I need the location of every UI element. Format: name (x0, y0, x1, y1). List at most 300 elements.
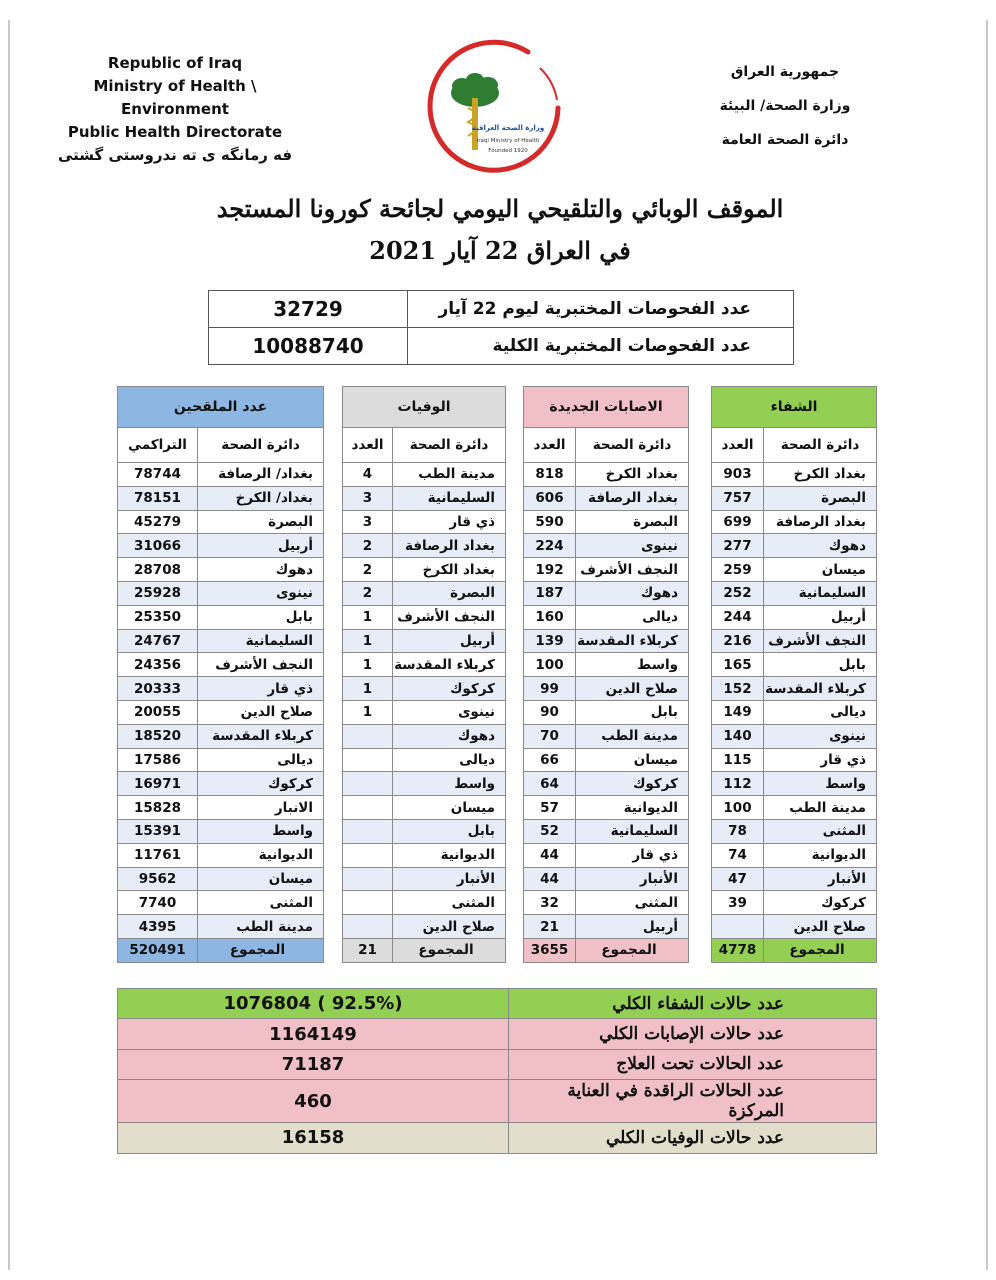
deaths-count-cell: 2 (343, 558, 393, 582)
recovery-dept-cell: الديوانية (764, 843, 877, 867)
vaccinated-count-cell: 25928 (118, 581, 198, 605)
title-line-1: الموقف الوبائي والتلقيحي اليومي لجائحة كورونا المستجد (216, 194, 784, 223)
deaths-total-value: 21 (343, 938, 393, 962)
vaccinated-dept-cell: دهوك (198, 558, 324, 582)
table-row (524, 581, 689, 605)
table-row (343, 748, 506, 772)
table-row (712, 677, 877, 701)
deaths-dept-cell: ديالى (393, 748, 506, 772)
table-row (712, 629, 877, 653)
vaccinated-dept-cell: المثنى (198, 891, 324, 915)
deaths-title-row (343, 387, 506, 428)
vaccinated-count-cell: 24767 (118, 629, 198, 653)
deaths-count-cell: 3 (343, 510, 393, 534)
cases-count-cell: 160 (524, 605, 576, 629)
cases-count-cell: 21 (524, 915, 576, 939)
cases-count-cell: 66 (524, 748, 576, 772)
table-row (524, 486, 689, 510)
cases-col-count-header: العدد (524, 428, 576, 463)
recovery-table (711, 386, 877, 963)
table-row (343, 772, 506, 796)
lab-tests-table (208, 290, 794, 365)
vaccinated-dept-cell: ذي قار (198, 677, 324, 701)
recovery-count-cell: 244 (712, 605, 764, 629)
page-border-right (986, 20, 988, 1270)
vaccinated-dept-cell: واسط (198, 819, 324, 843)
vaccinated-count-cell: 20333 (118, 677, 198, 701)
table-row (524, 748, 689, 772)
new-cases-table (523, 386, 689, 963)
deaths-count-cell (343, 915, 393, 939)
recovery-count-cell: 100 (712, 796, 764, 820)
table-row (118, 463, 324, 487)
table-row (118, 653, 324, 677)
table-row (118, 867, 324, 891)
summary-value: 1164149 (118, 1019, 509, 1049)
vaccinated-dept-cell: كربلاء المقدسة (198, 724, 324, 748)
cases-dept-cell: ديالى (576, 605, 689, 629)
deaths-dept-cell: النجف الأشرف (393, 605, 506, 629)
summary-value: 1076804 ( 92.5%) (118, 989, 509, 1019)
deaths-dept-cell: المثنى (393, 891, 506, 915)
recovery-count-cell: 152 (712, 677, 764, 701)
vaccinated-count-cell: 17586 (118, 748, 198, 772)
cases-dept-cell: مدينة الطب (576, 724, 689, 748)
recovery-count-cell: 78 (712, 819, 764, 843)
deaths-count-cell: 2 (343, 534, 393, 558)
table-row (712, 796, 877, 820)
cases-dept-cell: نينوى (576, 534, 689, 558)
table-row (343, 653, 506, 677)
header-en-line: Public Health Directorate (67, 123, 283, 141)
table-row (712, 748, 877, 772)
recovery-count-cell: 259 (712, 558, 764, 582)
title-line-2: في العراق 22 آيار 2021 (369, 236, 631, 265)
table-row (118, 534, 324, 558)
table-row (524, 534, 689, 558)
logo-icon (410, 38, 570, 178)
recovery-count-cell: 149 (712, 700, 764, 724)
table-row (524, 510, 689, 534)
summary-label: عدد حالات الإصابات الكلي (509, 1019, 877, 1049)
table-row (524, 558, 689, 582)
header-en-line: Republic of Iraq (107, 54, 243, 72)
vaccinated-count-cell: 15828 (118, 796, 198, 820)
recovery-dept-cell: بغداد الرصافة (764, 510, 877, 534)
vaccinated-col-count-header: التراكمي (118, 428, 198, 463)
cases-dept-cell: صلاح الدين (576, 677, 689, 701)
table-row (524, 819, 689, 843)
deaths-count-cell (343, 796, 393, 820)
cases-dept-cell: ذي قار (576, 843, 689, 867)
recovery-count-cell: 757 (712, 486, 764, 510)
table-row (118, 558, 324, 582)
deaths-dept-cell: البصرة (393, 581, 506, 605)
table-row (524, 700, 689, 724)
table-row (712, 843, 877, 867)
cases-count-cell: 44 (524, 843, 576, 867)
deaths-dept-cell: الأنبار (393, 867, 506, 891)
deaths-dept-cell: كركوك (393, 677, 506, 701)
table-row (343, 581, 506, 605)
deaths-count-cell: 4 (343, 463, 393, 487)
recovery-total-value: 4778 (712, 938, 764, 962)
recovery-count-cell: 140 (712, 724, 764, 748)
tests-row-daily (209, 291, 794, 328)
deaths-dept-cell: ميسان (393, 796, 506, 820)
vaccinated-dept-cell: ميسان (198, 867, 324, 891)
table-row (343, 629, 506, 653)
deaths-table (342, 386, 506, 963)
recovery-count-cell: 112 (712, 772, 764, 796)
table-row (524, 629, 689, 653)
summary-label: عدد الحالات الراقدة في العناية المركزة (509, 1080, 877, 1123)
deaths-dept-cell: السليمانية (393, 486, 506, 510)
recovery-dept-cell: دهوك (764, 534, 877, 558)
cases-count-cell: 32 (524, 891, 576, 915)
table-row (343, 486, 506, 510)
table-row (524, 796, 689, 820)
header-ar-line: وزارة الصحة/ البيئة (719, 98, 851, 114)
recovery-header-row (712, 428, 877, 463)
table-row (343, 534, 506, 558)
cases-count-cell: 57 (524, 796, 576, 820)
cases-dept-cell: بغداد الكرخ (576, 463, 689, 487)
table-row (343, 605, 506, 629)
deaths-count-cell: 1 (343, 629, 393, 653)
vaccinated-dept-cell: صلاح الدين (198, 700, 324, 724)
vaccinated-dept-cell: أربيل (198, 534, 324, 558)
deaths-count-cell: 1 (343, 653, 393, 677)
vaccinated-dept-cell: بغداد/ الكرخ (198, 486, 324, 510)
tests-row-total (209, 328, 794, 365)
recovery-dept-cell: مدينة الطب (764, 796, 877, 820)
summary-row (118, 989, 877, 1019)
vaccinated-count-cell: 7740 (118, 891, 198, 915)
vaccinated-dept-cell: الديوانية (198, 843, 324, 867)
vaccinated-dept-cell: السليمانية (198, 629, 324, 653)
vaccinated-total-row (118, 938, 324, 962)
table-row (343, 867, 506, 891)
deaths-header-row (343, 428, 506, 463)
summary-label: عدد الحالات تحت العلاج (509, 1049, 877, 1079)
deaths-count-cell: 3 (343, 486, 393, 510)
summary-value: 16158 (118, 1123, 509, 1153)
table-row (524, 915, 689, 939)
cases-count-cell: 187 (524, 581, 576, 605)
deaths-dept-cell: الديوانية (393, 843, 506, 867)
vaccinated-count-cell: 78744 (118, 463, 198, 487)
table-row (343, 796, 506, 820)
cases-dept-cell: أربيل (576, 915, 689, 939)
table-row (524, 463, 689, 487)
tests-daily-value: 32729 (209, 291, 408, 328)
recovery-dept-cell: النجف الأشرف (764, 629, 877, 653)
table-row (712, 605, 877, 629)
cases-count-cell: 606 (524, 486, 576, 510)
vaccinated-title: عدد الملقحين (118, 387, 324, 428)
ministry-logo (410, 38, 570, 178)
recovery-count-cell: 277 (712, 534, 764, 558)
vaccinated-dept-cell: كركوك (198, 772, 324, 796)
recovery-dept-cell: واسط (764, 772, 877, 796)
table-row (524, 653, 689, 677)
deaths-count-cell: 2 (343, 581, 393, 605)
cases-dept-cell: الأنبار (576, 867, 689, 891)
tests-total-value: 10088740 (209, 328, 408, 365)
table-row (118, 819, 324, 843)
summary-row (118, 1019, 877, 1049)
deaths-count-cell (343, 772, 393, 796)
cases-count-cell: 99 (524, 677, 576, 701)
cases-count-cell: 100 (524, 653, 576, 677)
vaccinated-count-cell: 45279 (118, 510, 198, 534)
header-arabic (700, 55, 870, 157)
cases-dept-cell: بغداد الرصافة (576, 486, 689, 510)
recovery-dept-cell: السليمانية (764, 581, 877, 605)
deaths-dept-cell: بغداد الرصافة (393, 534, 506, 558)
table-row (343, 700, 506, 724)
cases-dept-cell: كربلاء المقدسة (576, 629, 689, 653)
table-row (524, 891, 689, 915)
recovery-dept-cell: أربيل (764, 605, 877, 629)
table-row (524, 772, 689, 796)
table-row (712, 653, 877, 677)
table-row (712, 915, 877, 939)
table-row (343, 724, 506, 748)
vaccinated-count-cell: 20055 (118, 700, 198, 724)
recovery-count-cell (712, 915, 764, 939)
cases-dept-cell: ميسان (576, 748, 689, 772)
table-row (712, 558, 877, 582)
summary-value: 460 (118, 1080, 509, 1123)
cases-count-cell: 64 (524, 772, 576, 796)
recovery-count-cell: 47 (712, 867, 764, 891)
cases-count-cell: 139 (524, 629, 576, 653)
recovery-dept-cell: صلاح الدين (764, 915, 877, 939)
deaths-title: الوفيات (343, 387, 506, 428)
table-row (343, 463, 506, 487)
header-ar-line: دائرة الصحة العامة (721, 132, 849, 148)
logo-text-ar: وزارة الصحة العراقية (471, 124, 545, 132)
table-row (118, 915, 324, 939)
vaccinated-header-row (118, 428, 324, 463)
vaccinated-count-cell: 11761 (118, 843, 198, 867)
deaths-dept-cell: أربيل (393, 629, 506, 653)
table-row (712, 486, 877, 510)
cases-col-dept-header: دائرة الصحة (576, 428, 689, 463)
table-row (524, 605, 689, 629)
vaccinated-count-cell: 15391 (118, 819, 198, 843)
deaths-dept-cell: واسط (393, 772, 506, 796)
cases-count-cell: 224 (524, 534, 576, 558)
cases-total-label: المجموع (576, 938, 689, 962)
table-row (118, 796, 324, 820)
vaccinated-col-dept-header: دائرة الصحة (198, 428, 324, 463)
deaths-count-cell (343, 819, 393, 843)
recovery-dept-cell: ديالى (764, 700, 877, 724)
deaths-dept-cell: بغداد الكرخ (393, 558, 506, 582)
recovery-count-cell: 39 (712, 891, 764, 915)
cases-count-cell: 90 (524, 700, 576, 724)
cases-dept-cell: كركوك (576, 772, 689, 796)
deaths-dept-cell: كربلاء المقدسة (393, 653, 506, 677)
recovery-dept-cell: بغداد الكرخ (764, 463, 877, 487)
cases-dept-cell: البصرة (576, 510, 689, 534)
vaccinated-count-cell: 28708 (118, 558, 198, 582)
vaccinated-total-label: المجموع (198, 938, 324, 962)
table-row (524, 724, 689, 748)
summary-row (118, 1049, 877, 1079)
table-row (712, 581, 877, 605)
summary-label: عدد حالات الشفاء الكلي (509, 989, 877, 1019)
header-en-line: Ministry of Health \ Environment (93, 77, 257, 118)
table-row (343, 558, 506, 582)
cases-dept-cell: الديوانية (576, 796, 689, 820)
table-row (343, 510, 506, 534)
cases-title: الاصابات الجديدة (524, 387, 689, 428)
table-row (118, 891, 324, 915)
summary-value: 71187 (118, 1049, 509, 1079)
cases-dept-cell: بابل (576, 700, 689, 724)
header-english (40, 52, 310, 167)
deaths-dept-cell: مدينة الطب (393, 463, 506, 487)
recovery-dept-cell: البصرة (764, 486, 877, 510)
deaths-count-cell (343, 843, 393, 867)
summary-row (118, 1080, 877, 1123)
recovery-dept-cell: الأنبار (764, 867, 877, 891)
table-row (118, 772, 324, 796)
logo-founded: Founded 1920 (488, 148, 528, 154)
vaccinated-table (117, 386, 324, 963)
recovery-dept-cell: المثنى (764, 819, 877, 843)
cases-count-cell: 70 (524, 724, 576, 748)
table-row (343, 891, 506, 915)
tests-daily-label: عدد الفحوصات المختبرية ليوم 22 آيار (408, 291, 794, 328)
table-row (118, 843, 324, 867)
summary-row (118, 1123, 877, 1153)
recovery-col-dept-header: دائرة الصحة (764, 428, 877, 463)
table-row (712, 867, 877, 891)
deaths-count-cell: 1 (343, 677, 393, 701)
summary-table (117, 988, 877, 1154)
table-row (118, 724, 324, 748)
table-row (118, 700, 324, 724)
table-row (524, 677, 689, 701)
page-border-left (8, 20, 10, 1270)
vaccinated-total-value: 520491 (118, 938, 198, 962)
cases-total-value: 3655 (524, 938, 576, 962)
table-row (712, 463, 877, 487)
deaths-col-dept-header: دائرة الصحة (393, 428, 506, 463)
table-row (712, 534, 877, 558)
recovery-dept-cell: ميسان (764, 558, 877, 582)
table-row (343, 915, 506, 939)
cases-dept-cell: النجف الأشرف (576, 558, 689, 582)
cases-dept-cell: واسط (576, 653, 689, 677)
table-row (118, 581, 324, 605)
vaccinated-count-cell: 78151 (118, 486, 198, 510)
recovery-count-cell: 216 (712, 629, 764, 653)
summary-label: عدد حالات الوفيات الكلي (509, 1123, 877, 1153)
vaccinated-count-cell: 9562 (118, 867, 198, 891)
deaths-col-count-header: العدد (343, 428, 393, 463)
deaths-dept-cell: نينوى (393, 700, 506, 724)
recovery-total-row (712, 938, 877, 962)
deaths-dept-cell: ذي قار (393, 510, 506, 534)
vaccinated-dept-cell: البصرة (198, 510, 324, 534)
recovery-total-label: المجموع (764, 938, 877, 962)
cases-count-cell: 590 (524, 510, 576, 534)
recovery-count-cell: 165 (712, 653, 764, 677)
table-row (712, 724, 877, 748)
deaths-count-cell: 1 (343, 700, 393, 724)
tests-total-label: عدد الفحوصات المختبرية الكلية (408, 328, 794, 365)
cases-count-cell: 52 (524, 819, 576, 843)
deaths-dept-cell: صلاح الدين (393, 915, 506, 939)
vaccinated-count-cell: 18520 (118, 724, 198, 748)
vaccinated-count-cell: 16971 (118, 772, 198, 796)
vaccinated-count-cell: 4395 (118, 915, 198, 939)
table-row (118, 510, 324, 534)
table-row (343, 677, 506, 701)
page-title (150, 188, 850, 272)
table-row (712, 700, 877, 724)
cases-dept-cell: السليمانية (576, 819, 689, 843)
table-row (343, 819, 506, 843)
cases-count-cell: 44 (524, 867, 576, 891)
table-row (118, 748, 324, 772)
deaths-count-cell (343, 748, 393, 772)
recovery-dept-cell: بابل (764, 653, 877, 677)
deaths-total-label: المجموع (393, 938, 506, 962)
cases-header-row (524, 428, 689, 463)
recovery-col-count-header: العدد (712, 428, 764, 463)
table-row (118, 605, 324, 629)
table-row (712, 772, 877, 796)
cases-total-row (524, 938, 689, 962)
deaths-dept-cell: دهوك (393, 724, 506, 748)
deaths-count-cell (343, 867, 393, 891)
recovery-count-cell: 74 (712, 843, 764, 867)
vaccinated-count-cell: 31066 (118, 534, 198, 558)
recovery-dept-cell: كربلاء المقدسة (764, 677, 877, 701)
table-row (118, 629, 324, 653)
logo-text-en: Iraqi Ministry of Health (476, 138, 540, 144)
recovery-title: الشفاء (712, 387, 877, 428)
table-row (712, 891, 877, 915)
vaccinated-dept-cell: بابل (198, 605, 324, 629)
deaths-dept-cell: بابل (393, 819, 506, 843)
vaccinated-dept-cell: الانبار (198, 796, 324, 820)
recovery-count-cell: 903 (712, 463, 764, 487)
recovery-count-cell: 699 (712, 510, 764, 534)
cases-count-cell: 192 (524, 558, 576, 582)
cases-dept-cell: دهوك (576, 581, 689, 605)
deaths-count-cell (343, 724, 393, 748)
cases-title-row (524, 387, 689, 428)
recovery-title-row (712, 387, 877, 428)
recovery-count-cell: 252 (712, 581, 764, 605)
recovery-count-cell: 115 (712, 748, 764, 772)
table-row (524, 867, 689, 891)
table-row (343, 843, 506, 867)
recovery-dept-cell: كركوك (764, 891, 877, 915)
vaccinated-dept-cell: نينوى (198, 581, 324, 605)
header-ku-line: فه رمانگه ی ته ندروستی گشتی (57, 146, 293, 164)
deaths-count-cell (343, 891, 393, 915)
recovery-dept-cell: نينوى (764, 724, 877, 748)
